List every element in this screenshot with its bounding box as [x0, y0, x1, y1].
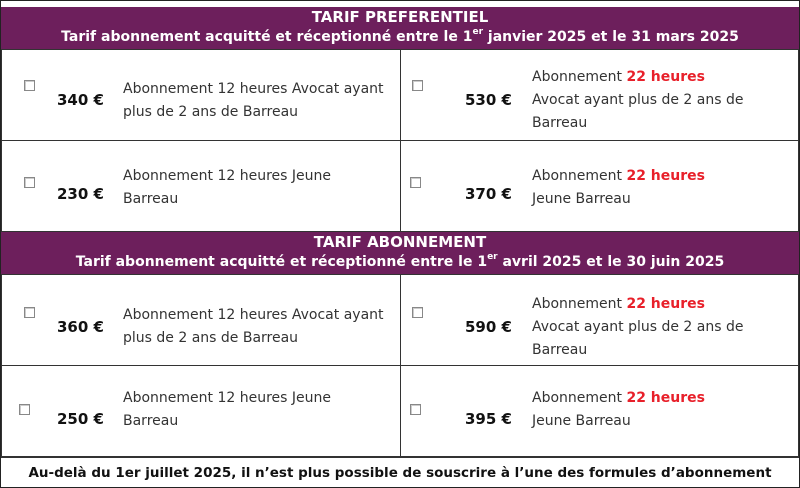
- section-title: TARIF PREFERENTIEL: [311, 8, 489, 26]
- desc-line: Barreau: [532, 115, 588, 131]
- desc-text: Abonnement: [532, 69, 627, 85]
- desc-line: plus de 2 ans de Barreau: [123, 104, 299, 120]
- offer-description: [123, 78, 384, 124]
- desc-line: Avocat ayant plus de 2 ans de: [532, 92, 744, 108]
- offer-checkbox[interactable]: [24, 307, 35, 318]
- offer-cell: [400, 365, 799, 457]
- desc-line: Abonnement 12 heures Jeune: [123, 390, 331, 406]
- desc-line: Abonnement 12 heures Jeune: [123, 168, 331, 184]
- subtitle-text: Tarif abonnement acquitté et réceptionné entre le 1: [61, 29, 473, 45]
- section-header-abonnement: [1, 232, 799, 274]
- offer-description: [123, 165, 331, 211]
- desc-line: [532, 293, 743, 316]
- offer-cell: [400, 274, 799, 366]
- footer-notice: Au-delà du 1er juillet 2025, il n’est plus possible de souscrire à l’une des formules d’abonnement: [1, 457, 799, 487]
- offer-price: 250 €: [57, 410, 104, 428]
- offer-description: [532, 293, 743, 362]
- offer-price: 395 €: [465, 410, 512, 428]
- offer-description: [532, 66, 743, 135]
- offer-description: [123, 387, 331, 433]
- offers-grid-abonnement: [1, 274, 799, 457]
- section-header-preferentiel: [1, 7, 799, 49]
- offer-checkbox[interactable]: [412, 80, 423, 91]
- offer-cell: [1, 365, 401, 457]
- desc-line: Jeune Barreau: [532, 413, 631, 429]
- desc-line: Abonnement 12 heures Avocat ayant: [123, 81, 384, 97]
- subtitle-sup: er: [487, 252, 498, 262]
- subtitle-text-end: avril 2025 et le 30 juin 2025: [497, 254, 725, 270]
- hours-highlight: 22 heures: [626, 69, 705, 85]
- hours-highlight: 22 heures: [626, 390, 705, 406]
- desc-line: [532, 387, 705, 410]
- section-subtitle: [1, 27, 799, 47]
- section-subtitle: [1, 252, 799, 272]
- section-title: TARIF ABONNEMENT: [313, 233, 487, 251]
- offer-checkbox[interactable]: [410, 177, 421, 188]
- offer-checkbox[interactable]: [412, 307, 423, 318]
- offer-price: 590 €: [465, 318, 512, 336]
- desc-line: Avocat ayant plus de 2 ans de: [532, 319, 744, 335]
- offer-cell: [400, 49, 799, 141]
- desc-line: Barreau: [123, 413, 179, 429]
- offer-cell: [1, 49, 401, 141]
- offer-price: 370 €: [465, 185, 512, 203]
- desc-text: Abonnement: [532, 168, 627, 184]
- desc-line: [532, 66, 743, 89]
- offer-checkbox[interactable]: [24, 80, 35, 91]
- offer-checkbox[interactable]: [410, 404, 421, 415]
- offer-description: [532, 165, 705, 211]
- offers-grid-preferentiel: [1, 49, 799, 232]
- desc-line: Jeune Barreau: [532, 191, 631, 207]
- hours-highlight: 22 heures: [626, 296, 705, 312]
- offer-checkbox[interactable]: [19, 404, 30, 415]
- desc-line: plus de 2 ans de Barreau: [123, 330, 299, 346]
- subtitle-text: Tarif abonnement acquitté et réceptionné entre le 1: [75, 254, 488, 270]
- subtitle-sup: er: [472, 27, 484, 37]
- offer-cell: [1, 274, 401, 366]
- offer-cell: [1, 140, 401, 232]
- desc-text: Abonnement: [532, 390, 627, 406]
- desc-line: Barreau: [123, 191, 179, 207]
- desc-text: Abonnement: [532, 296, 627, 312]
- desc-line: Abonnement 12 heures Avocat ayant: [123, 307, 384, 323]
- offer-cell: [400, 140, 799, 232]
- offer-price: 360 €: [57, 318, 104, 336]
- desc-line: [532, 165, 705, 188]
- offer-price: 230 €: [57, 185, 104, 203]
- offer-price: 530 €: [465, 91, 512, 109]
- desc-line: Barreau: [532, 342, 588, 358]
- offer-price: 340 €: [57, 91, 104, 109]
- offer-description: [123, 304, 384, 350]
- offer-description: [532, 387, 705, 433]
- subtitle-text-end: janvier 2025 et le 31 mars 2025: [483, 29, 739, 45]
- offer-checkbox[interactable]: [24, 177, 35, 188]
- hours-highlight: 22 heures: [626, 168, 705, 184]
